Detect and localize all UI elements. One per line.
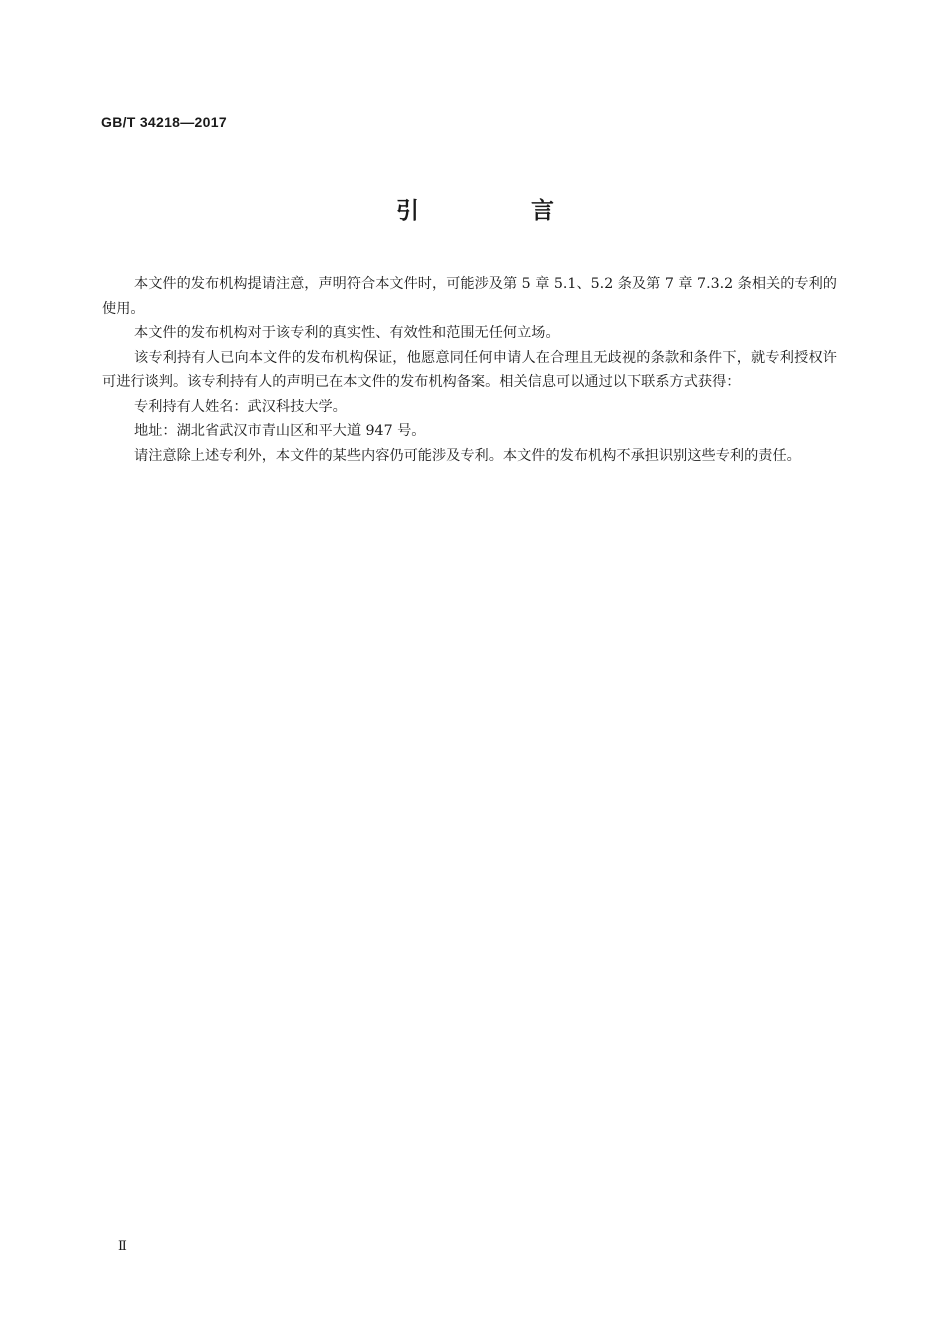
paragraph-address: 地址：湖北省武汉市青山区和平大道 947 号。 [134,423,426,439]
paragraph-no-position: 本文件的发布机构对于该专利的真实性、有效性和范围无任何立场。 [134,325,560,341]
page-title: 引 言 [395,198,606,224]
paragraph-holder-name: 专利持有人姓名：武汉科技大学。 [134,398,347,415]
page-number: Ⅱ [118,1238,127,1253]
document-body [102,272,837,468]
paragraph-holder-guarantee: 该专利持有人已向本文件的发布机构保证，他愿意同任何申请人在合理且无歧视的条款和条件下，就专利授权许可进行谈判。该专利持有人的声明已在本文件的发布机构备案。相关信息可以通过以下联系方式获得： [102,349,837,390]
paragraph-other-patents: 请注意除上述专利外，本文件的某些内容仍可能涉及专利。本文件的发布机构不承担识别这些专利的责任。 [134,447,801,464]
standard-code: GB/T 34218—2017 [101,114,227,130]
paragraph-patent-notice: 本文件的发布机构提请注意，声明符合本文件时，可能涉及第 5 章 5.1、5.2 条及第 7 章 7.3.2 条相关的专利的使用。 [102,276,837,317]
